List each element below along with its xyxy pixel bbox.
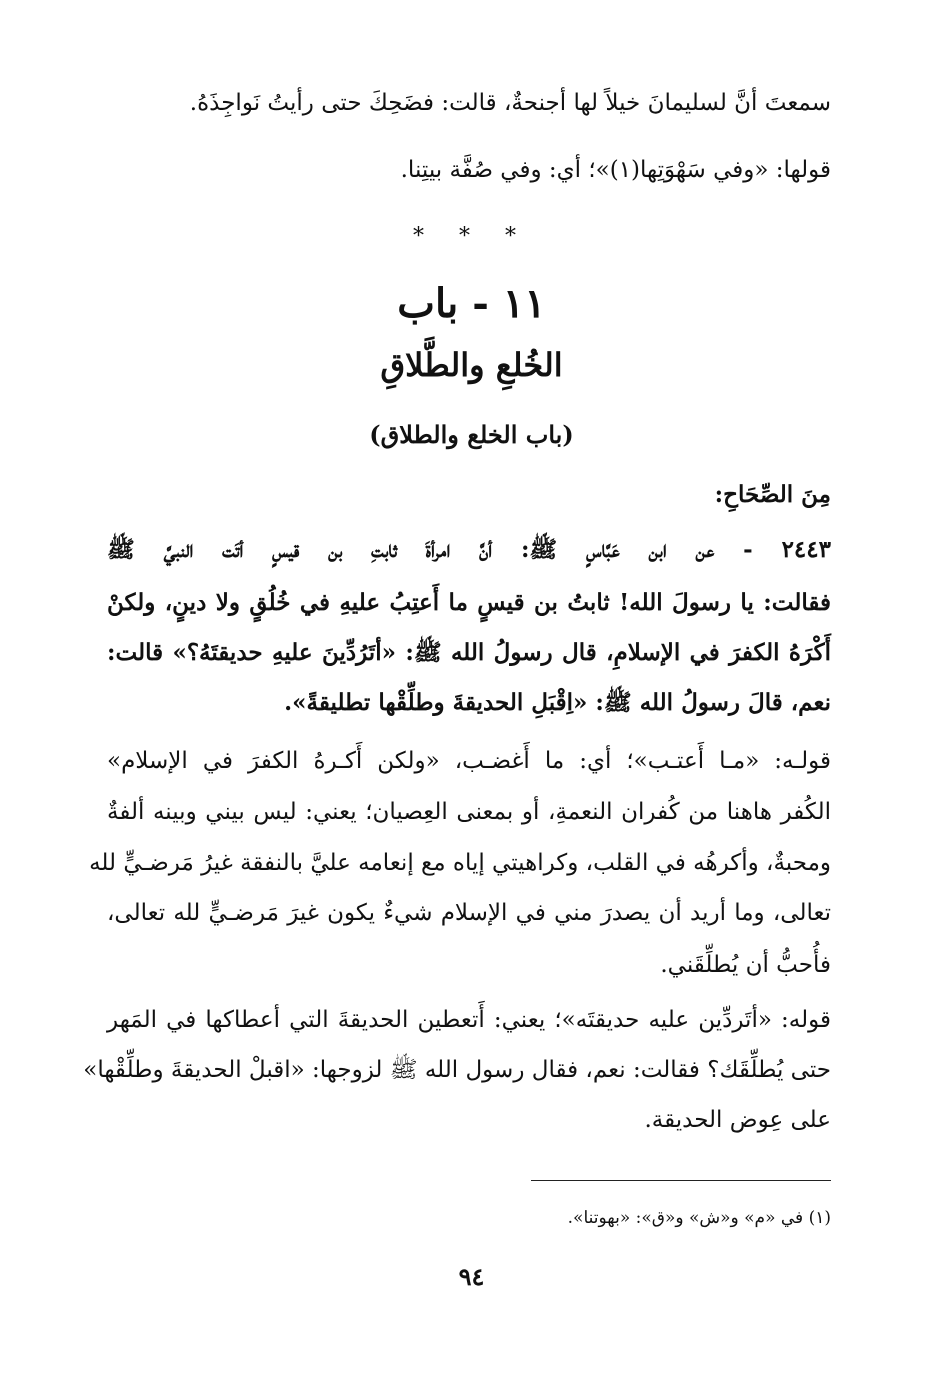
commentary1-line-1: قولـه: «مـا أَعتـب»؛ أي: ما أَغضـب، «ولكن أَكـرهُ الكفرَ في الإسلام» <box>107 748 831 774</box>
footnote-divider <box>531 1180 831 1181</box>
chapter-number: ١١ - باب <box>397 280 546 327</box>
commentary2-line-1: قوله: «أتَردِّين عليه حديقتَه»؛ يعني: أَتعطين الحديقةَ التي أعطاكها في المَهر <box>107 1007 831 1033</box>
top-line-1: سمعتَ أنَّ لسليمانَ خيلاً لها أجنحةٌ، قالت: فضَحِكَ حتى رأيتُ نَواجِذَهُ. <box>189 90 831 116</box>
hadith-line-3: أَكْرَهُ الكفرَ في الإسلامِ، قال رسولُ الله ﷺ: «أتَرُدِّينَ عليهِ حديقتَهُ؟» قالت: <box>107 639 831 666</box>
chapter-title: الخُلعِ والطَّلاقِ <box>380 346 563 384</box>
commentary2-line-3: على عِوض الحديقة. <box>644 1107 831 1133</box>
hadith-line-2: فقالت: يا رسولَ الله! ثابتُ بن قيسٍ ما أَعتِبُ عليهِ في خُلُقٍ ولا دينٍ، ولكنْ <box>107 589 831 616</box>
hadith-line-4: نعم، قالَ رسولُ الله ﷺ: «اِقْبَلِ الحديقةَ وطلِّقْها تطليقةً». <box>284 689 831 716</box>
commentary1-line-5: فأُحبُّ أن يُطلِّقَني. <box>660 952 831 978</box>
top-line-2: قولها: «وفي سَهْوَتِها(١)»؛ أي: وفي صُفَّة بيتِنا. <box>400 157 831 183</box>
commentary1-line-4: تعالى، وما أريد أن يصدرَ مني في الإسلام شيءٌ يكون غيرَ مَرضـيٍّ لله تعالى، <box>107 900 831 926</box>
commentary1-line-3: ومحبةٌ، وأكرهُه في القلب، وكراهيتي إياه مع إنعامه عليَّ بالنفقة غيرُ مَرضـيٍّ لله <box>89 850 831 876</box>
commentary1-line-2: الكُفر هاهنا من كُفران النعمةِ، أو بمعنى العِصيان؛ يعني: ليس بيني وبينه ألفةٌ <box>107 799 831 825</box>
hadith-line-1: ٢٤٤٣ - عن ابن عَبَّاسٍ ﷺ: أنَّ امرأةَ ثابتِ بن قيسٍ أتَت النبيَّ ﷺ <box>107 536 831 563</box>
commentary2-line-2: حتى يُطلِّقَك؟ فقالت: نعم، فقال رسول الله ﷺ لزوجها: «اقبلْ الحديقةَ وطلِّقْها» <box>83 1057 831 1083</box>
chapter-subtitle: (باب الخلع والطلاق) <box>369 420 574 449</box>
page-number: ٩٤ <box>458 1262 485 1291</box>
footnote: (١) في «م» و«ش» و«ق»: «بهوتنا». <box>567 1208 831 1228</box>
section-separator: * * * <box>413 224 530 249</box>
section-label: مِنَ الصِّحَاحِ: <box>714 481 831 508</box>
